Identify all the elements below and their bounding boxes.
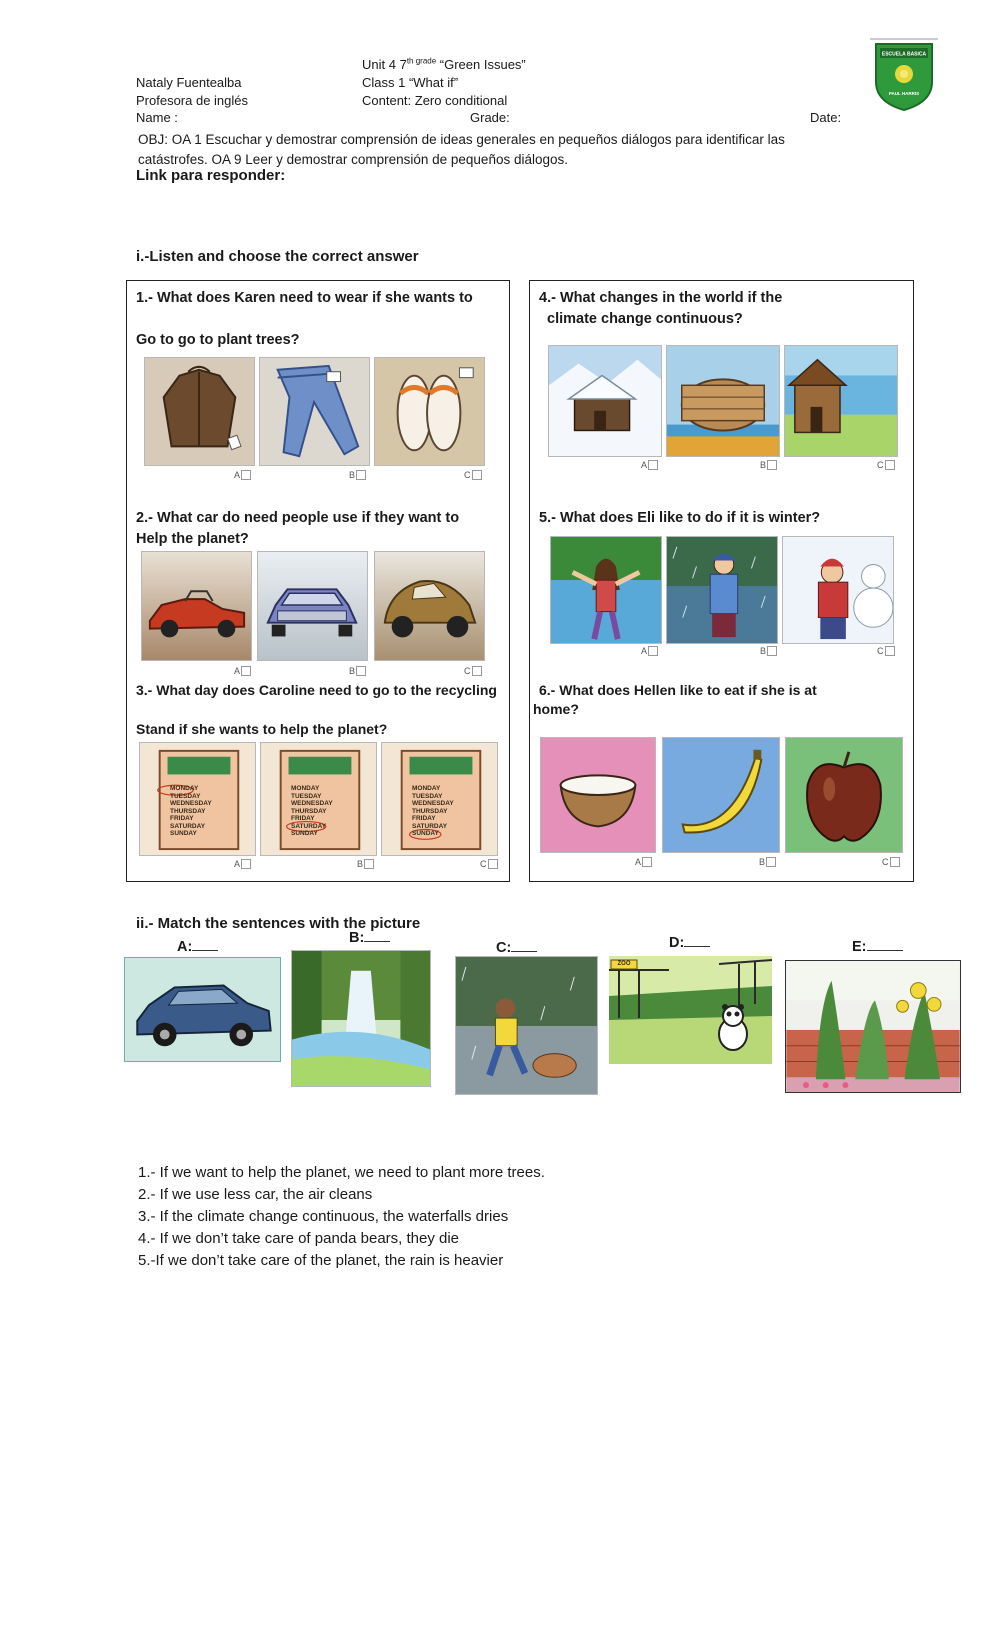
q6-apple-picture — [785, 737, 903, 853]
link-label: Link para responder: — [136, 167, 286, 184]
q3-option-a-label: A — [234, 859, 241, 869]
calendar-day: SUNDAY — [291, 830, 318, 837]
q3-option-c-checkbox[interactable] — [488, 859, 498, 869]
section1-title: i.-Listen and choose the correct answer — [136, 248, 419, 265]
q5-option-a-checkbox[interactable] — [648, 646, 658, 656]
q1-option-c-checkbox[interactable] — [472, 470, 482, 480]
q3-calendar-b-picture — [260, 742, 377, 856]
q2-line1: 2.- What car do need people use if they want to — [136, 510, 460, 526]
teacher-name: Nataly Fuentealba — [136, 75, 242, 90]
q6-option-c[interactable] — [882, 857, 900, 867]
q5-option-c-checkbox[interactable] — [885, 646, 895, 656]
q5-snowman-picture — [782, 536, 894, 644]
q2-option-c[interactable] — [464, 666, 482, 676]
q1-option-c[interactable] — [464, 470, 482, 480]
q6-coconut-picture — [540, 737, 656, 853]
calendar-day: TUESDAY — [412, 792, 443, 800]
q4-option-c[interactable] — [877, 460, 895, 470]
q5-option-a[interactable] — [641, 646, 658, 656]
q3-calendar-b-days — [291, 785, 333, 838]
match-label-b-text: B: — [349, 930, 365, 946]
q4-line2: climate change continuous? — [547, 311, 743, 327]
q1-option-b-label: B — [349, 470, 356, 480]
q2-option-c-label: C — [464, 666, 471, 676]
q3-option-c[interactable] — [480, 859, 498, 869]
q2-option-a-label: A — [234, 666, 241, 676]
match-blank-c[interactable] — [511, 940, 537, 952]
q5-option-c[interactable] — [877, 646, 895, 656]
match-label-d — [669, 935, 710, 951]
calendar-day: THURSDAY — [291, 807, 327, 815]
calendar-day: FRIDAY — [291, 815, 315, 822]
q5-option-a-label: A — [641, 646, 648, 656]
q1-jacket-picture — [144, 357, 255, 466]
match-garden-picture — [785, 960, 961, 1093]
q6-option-a[interactable] — [635, 857, 652, 867]
match-sentences — [138, 1162, 545, 1272]
q2-red-car-picture — [141, 551, 252, 661]
calendar-day: TUESDAY — [170, 792, 201, 800]
sentence-5: 5.-If we don’t take care of the planet, the rain is heavier — [138, 1252, 504, 1269]
q1-option-a-checkbox[interactable] — [241, 470, 251, 480]
calendar-day: MONDAY — [291, 785, 320, 792]
q3-calendar-a-days — [170, 785, 212, 838]
q2-line2: Help the planet? — [136, 531, 249, 547]
calendar-day: SATURDAY — [170, 822, 206, 830]
q2-option-b-checkbox[interactable] — [356, 666, 366, 676]
school-logo — [870, 38, 938, 114]
q1-option-a[interactable] — [234, 470, 251, 480]
match-label-b — [349, 930, 390, 946]
calendar-day: SATURDAY — [291, 822, 327, 830]
content-line: Content: Zero conditional — [362, 93, 508, 108]
calendar-day: THURSDAY — [412, 807, 448, 815]
q6-banana-picture — [662, 737, 780, 853]
unit-suffix: “Green Issues” — [436, 57, 526, 72]
match-label-d-text: D: — [669, 935, 685, 951]
q3-line1: 3.- What day does Caroline need to go to the recycling — [136, 682, 497, 698]
q2-option-c-checkbox[interactable] — [472, 666, 482, 676]
q5-option-b-checkbox[interactable] — [767, 646, 777, 656]
q4-snow-cabin-picture — [548, 345, 662, 457]
match-label-e — [852, 939, 903, 955]
grade-label: Grade: — [470, 110, 510, 125]
q4-option-c-checkbox[interactable] — [885, 460, 895, 470]
match-label-e-text: E: — [852, 939, 867, 955]
match-label-c-text: C: — [496, 940, 512, 956]
q4-option-b[interactable] — [760, 460, 777, 470]
q1-option-b-checkbox[interactable] — [356, 470, 366, 480]
q2-option-b[interactable] — [349, 666, 366, 676]
q4-option-c-label: C — [877, 460, 884, 470]
q6-option-c-checkbox[interactable] — [890, 857, 900, 867]
calendar-day: MONDAY — [170, 785, 199, 792]
class-line: Class 1 “What if” — [362, 75, 459, 90]
q6-option-b-label: B — [759, 857, 766, 867]
q5-line1: 5.- What does Eli like to do if it is winter? — [539, 510, 821, 526]
q4-option-a[interactable] — [641, 460, 658, 470]
q6-option-c-label: C — [882, 857, 889, 867]
q5-option-b-label: B — [760, 646, 767, 656]
q6-option-b[interactable] — [759, 857, 776, 867]
q1-sneakers-picture — [374, 357, 485, 466]
q4-option-b-label: B — [760, 460, 767, 470]
q6-option-b-checkbox[interactable] — [766, 857, 776, 867]
calendar-day: FRIDAY — [412, 815, 436, 822]
section2-title: ii.- Match the sentences with the picture — [136, 915, 421, 932]
q3-option-b-checkbox[interactable] — [364, 859, 374, 869]
q6-option-a-checkbox[interactable] — [642, 857, 652, 867]
date-label: Date: — [810, 110, 842, 125]
match-blank-d[interactable] — [684, 935, 710, 947]
q4-option-b-checkbox[interactable] — [767, 460, 777, 470]
q3-option-a-checkbox[interactable] — [241, 859, 251, 869]
q3-calendar-a-picture — [139, 742, 256, 856]
match-zoo-panda-picture — [609, 956, 772, 1064]
q3-option-a[interactable] — [234, 859, 251, 869]
sentence-2: 2.- If we use less car, the air cleans — [138, 1186, 373, 1203]
q4-line1: 4.- What changes in the world if the — [539, 290, 783, 306]
q3-option-b-label: B — [357, 859, 364, 869]
q4-lake-cabin-picture — [784, 345, 898, 457]
unit-prefix: Unit 4 7 — [362, 57, 407, 72]
q1-line2: Go to go to plant trees? — [136, 332, 300, 348]
q6-line2: home? — [533, 701, 579, 717]
calendar-day: WEDNESDAY — [170, 800, 212, 807]
calendar-day: WEDNESDAY — [412, 800, 454, 807]
q5-girl-sunny-picture — [550, 536, 662, 644]
sentence-4: 4.- If we don’t take care of panda bears, they die — [138, 1230, 460, 1247]
q5-girl-rain-picture — [666, 536, 778, 644]
match-blank-a[interactable] — [192, 939, 218, 951]
logo-bottom-text: PAUL HARRIS — [888, 91, 920, 96]
q1-jeans-picture — [259, 357, 370, 466]
match-blank-e[interactable] — [867, 939, 903, 951]
match-label-c — [496, 940, 537, 956]
match-waterfall-picture — [291, 950, 431, 1087]
match-blank-b[interactable] — [364, 930, 390, 942]
calendar-day: SATURDAY — [412, 822, 448, 830]
q2-option-b-label: B — [349, 666, 356, 676]
calendar-day: FRIDAY — [170, 815, 194, 822]
match-car-picture — [124, 957, 281, 1062]
match-label-a-text: A: — [177, 939, 193, 955]
q1-option-b[interactable] — [349, 470, 366, 480]
q5-option-c-label: C — [877, 646, 884, 656]
q2-beetle-car-picture — [374, 551, 485, 661]
calendar-day: SUNDAY — [412, 830, 439, 837]
sentence-3: 3.- If the climate change continuous, the waterfalls dries — [138, 1208, 509, 1225]
teacher-role: Profesora de inglés — [136, 93, 249, 108]
sentence-1: 1.- If we want to help the planet, we need to plant more trees. — [138, 1164, 545, 1181]
calendar-day: TUESDAY — [291, 792, 322, 800]
q3-calendar-c-days — [412, 785, 454, 838]
zoo-sign-text: ZOO — [617, 961, 631, 967]
q1-line1: 1.- What does Karen need to wear if she wants to — [136, 290, 473, 306]
q6-option-a-label: A — [635, 857, 642, 867]
q3-option-b[interactable] — [357, 859, 374, 869]
q3-option-c-label: C — [480, 859, 487, 869]
calendar-day: WEDNESDAY — [291, 800, 333, 807]
calendar-day: MONDAY — [412, 785, 441, 792]
q5-option-b[interactable] — [760, 646, 777, 656]
calendar-day: SUNDAY — [170, 830, 197, 837]
match-label-a — [177, 939, 218, 955]
q4-round-building-picture — [666, 345, 780, 457]
calendar-day: THURSDAY — [170, 807, 206, 815]
logo-top-text: ESCUELA BASICA — [881, 51, 927, 58]
q3-calendar-c-picture — [381, 742, 498, 856]
unit-sup: th grade — [406, 56, 437, 66]
q2-option-a-checkbox[interactable] — [241, 666, 251, 676]
q3-line2: Stand if she wants to help the planet? — [136, 721, 388, 737]
q6-line1: 6.- What does Hellen like to eat if she is at — [539, 682, 817, 698]
q1-option-c-label: C — [464, 470, 471, 480]
q2-blue-car-picture — [257, 551, 368, 661]
name-label: Name : — [136, 110, 178, 125]
q2-option-a[interactable] — [234, 666, 251, 676]
q1-option-a-label: A — [234, 470, 241, 480]
objective: OBJ: OA 1 Escuchar y demostrar comprensión de ideas generales en pequeños diálogos para identificar las catástrofes. OA 9 Leer y demostrar comprensión de pequeños diálogos. — [138, 132, 785, 167]
q4-option-a-label: A — [641, 460, 648, 470]
match-rain-boy-picture — [455, 956, 598, 1095]
unit-title — [362, 57, 526, 73]
q4-option-a-checkbox[interactable] — [648, 460, 658, 470]
